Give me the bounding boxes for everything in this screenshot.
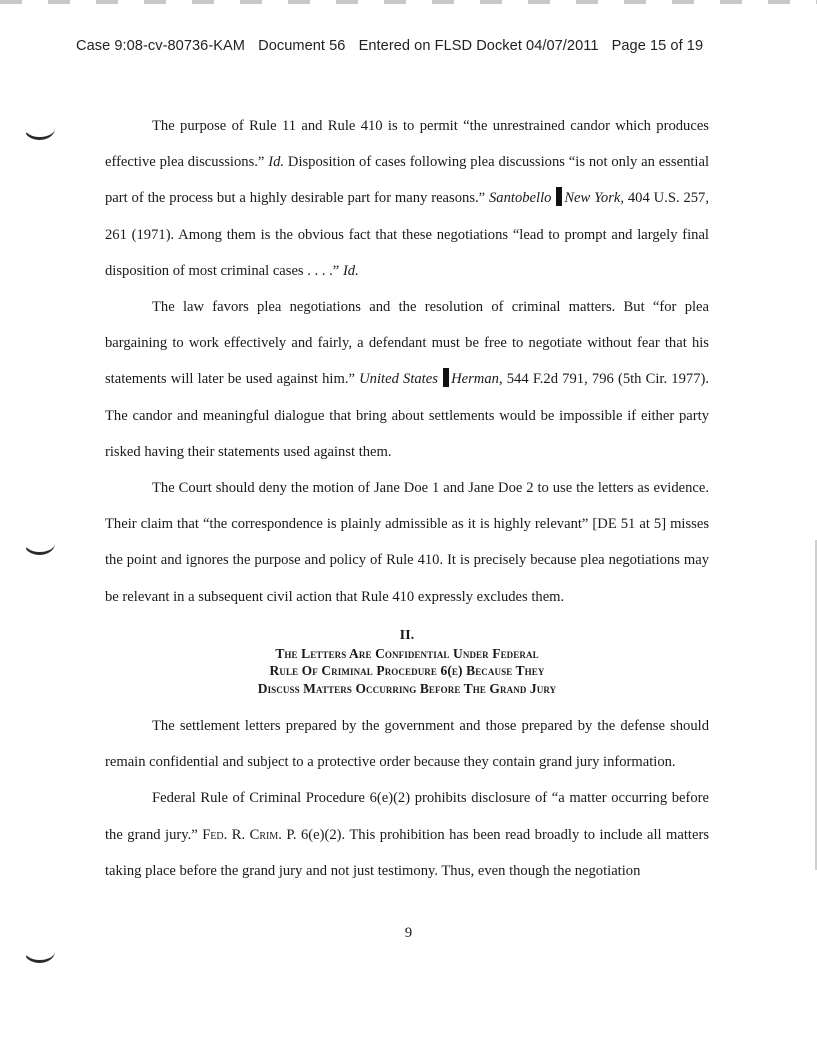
page-number: 9	[404, 925, 413, 941]
scan-top-edge	[0, 0, 817, 4]
punch-hole-mark	[24, 532, 55, 555]
punch-hole-mark	[24, 117, 55, 140]
section-number: II.	[399, 627, 415, 643]
paragraph-rule-410: The purpose of Rule 11 and Rule 410 is to permit “the unrestrained candor which produces effective plea discussions.” Id. Disposition of cases following plea discussions “is not only an essential part of the process but a highly desirable part for many reasons.” Santobello New York, 404 U.S. 257, 261 (1971). Among them is the obvious fact that these negotiations “lead to prompt and largely final disposition of most criminal cases . . . .” Id.	[105, 118, 710, 279]
paragraph-plea-negotiations: The law favors plea negotiations and the resolution of criminal matters. But “for plea bargaining to work effectively and fairly, a defendant must be free to negotiate without fear that his statements will later be used against him.” United States Herman, 544 F.2d 791, 796 (5th Cir. 1977). The candor and meaningful dialogue that bring about settlements would be impossible if either party risked having their statements used against them.	[105, 299, 710, 460]
citation-id: Id.	[268, 154, 285, 171]
punch-hole-mark	[24, 940, 55, 963]
redaction-mark	[556, 187, 562, 206]
redaction-mark	[443, 368, 449, 387]
document-body	[105, 108, 709, 889]
rule-citation: Fed. R. Crim. P.	[202, 826, 297, 843]
paragraph-deny-motion: The Court should deny the motion of Jane Doe 1 and Jane Doe 2 to use the letters as evidence. Their claim that “the correspondence is plainly admissible as it is highly relevant” [DE 51 at 5] misses the point and ignores the purpose and policy of Rule 410. It is precisely because plea negotiations may be relevant in a subsequent civil action that Rule 410 expressly excludes them.	[105, 480, 709, 605]
paragraph-settlement-letters: The settlement letters prepared by the government and those prepared by the defense should remain confidential and subject to a protective order because they contain grand jury information.	[105, 718, 709, 771]
docket-entry: Entered on FLSD Docket 04/07/2011	[358, 38, 599, 54]
docket-header	[76, 38, 776, 54]
case-number: Case 9:08-cv-80736-KAM	[76, 38, 246, 54]
case-name: United States	[359, 371, 438, 388]
citation-id: Id.	[342, 262, 359, 279]
paragraph-rule-6e: Federal Rule of Criminal Procedure 6(e)(2) prohibits disclosure of “a matter occurring before the grand jury.” Fed. R. Crim. P. 6(e)(2). This prohibition has been read broadly to include all matters taking place before the grand jury and not just testimony. Thus, even though the negotiation	[105, 790, 709, 879]
case-name: Santobello	[489, 190, 552, 207]
section-title-line: Rule Of Criminal Procedure 6(e) Because They	[269, 663, 545, 679]
section-title-line: Discuss Matters Occurring Before The Grand Jury	[257, 681, 557, 697]
document-number: Document 56	[258, 38, 346, 54]
page-of-total: Page 15 of 19	[611, 38, 704, 54]
case-name: New York,	[564, 190, 625, 207]
section-heading	[105, 627, 709, 698]
case-name: Herman	[451, 371, 499, 388]
section-title-line: The Letters Are Confidential Under Federal	[275, 645, 539, 661]
